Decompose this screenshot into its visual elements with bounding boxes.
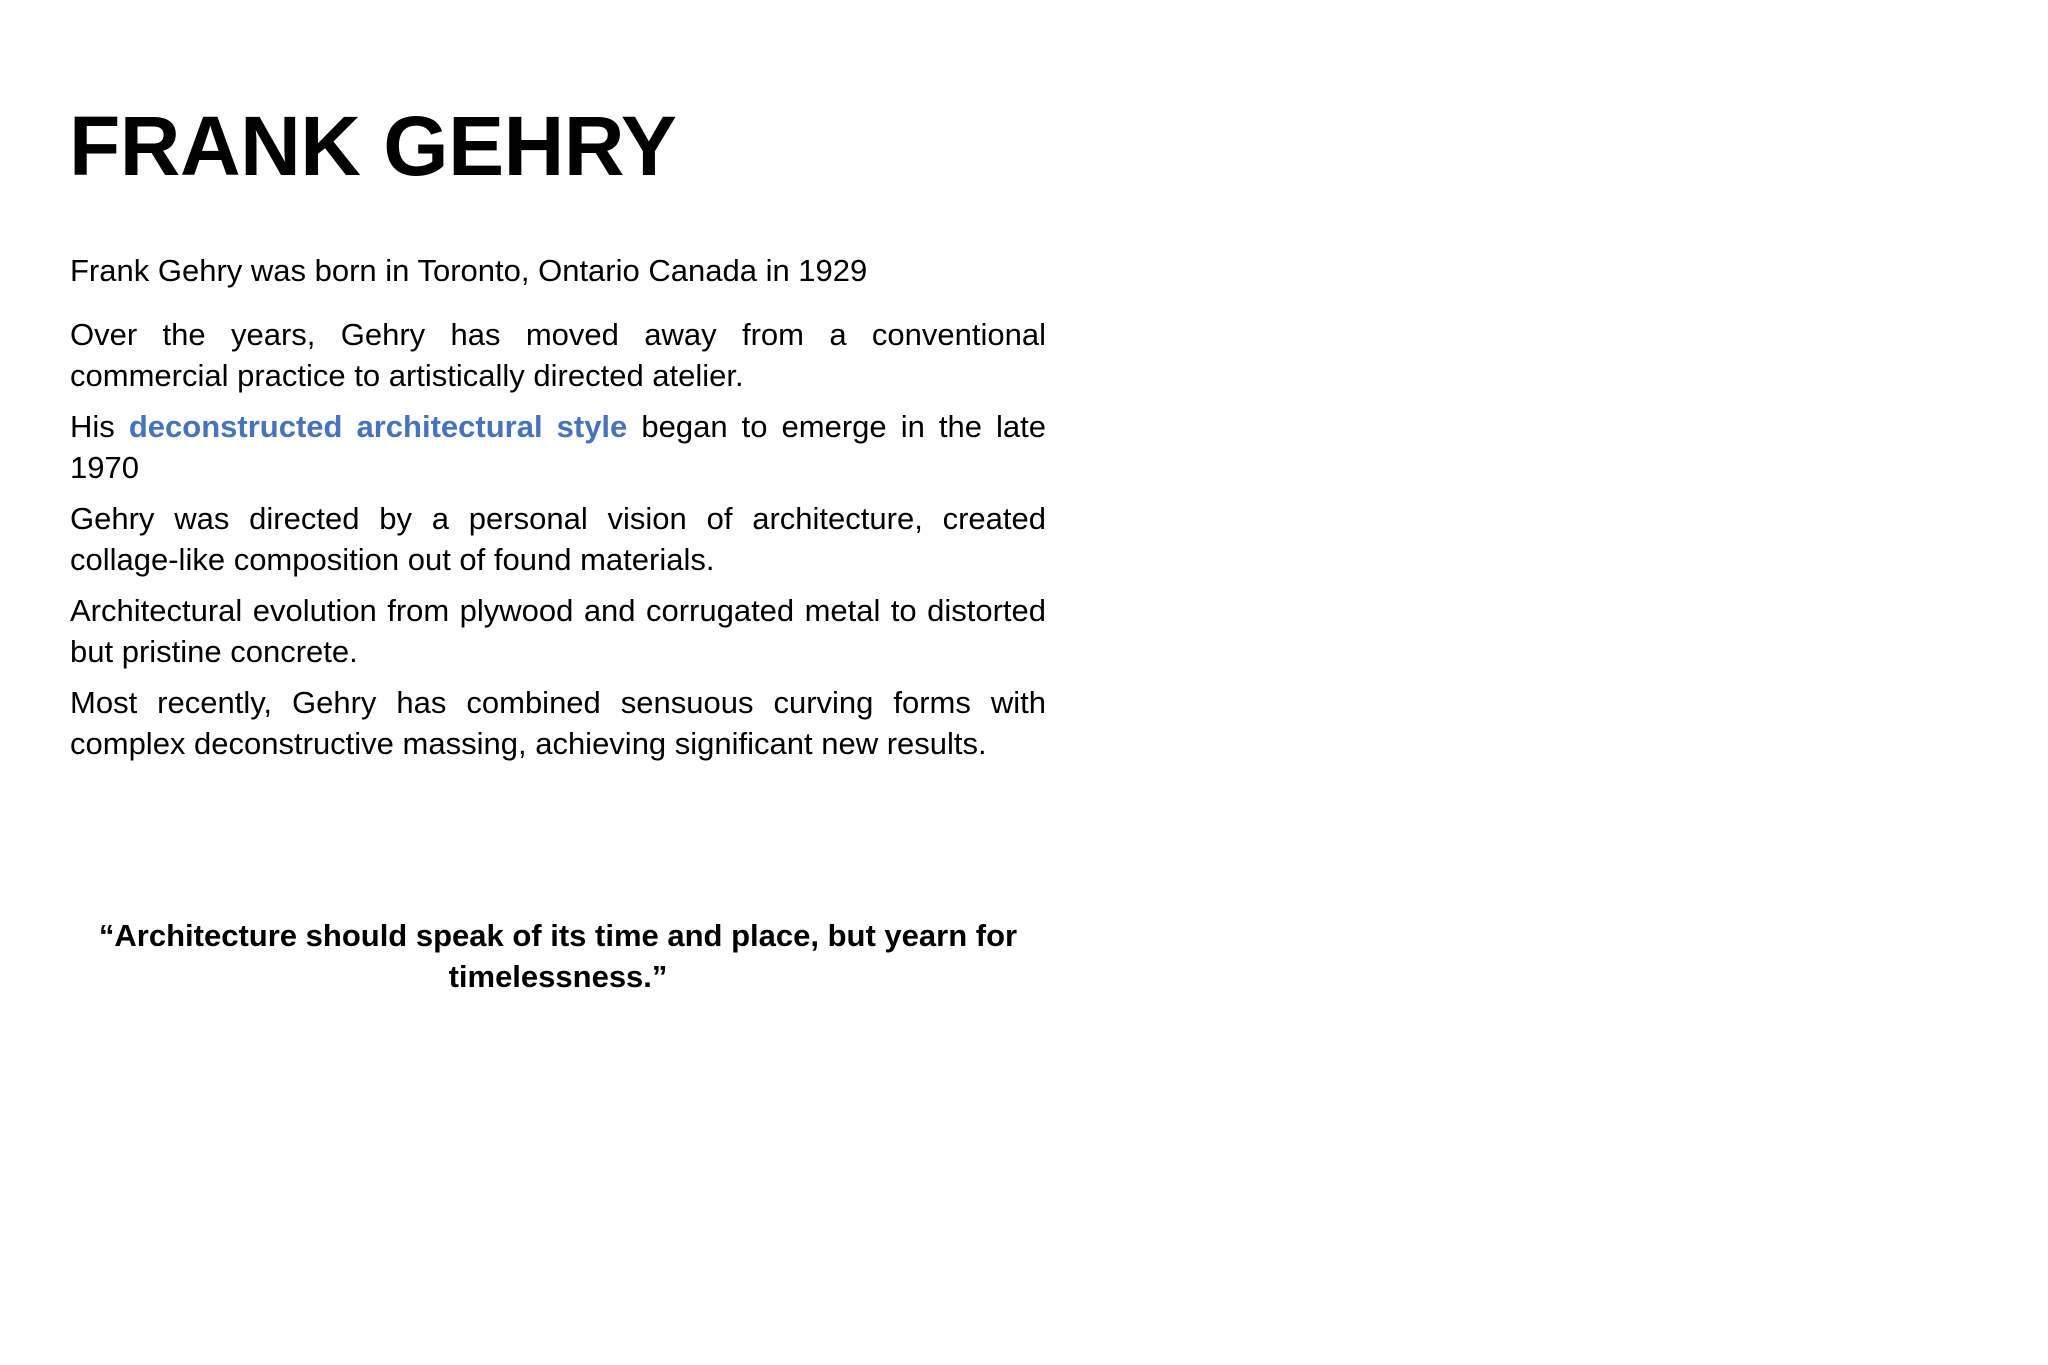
paragraph-practice: Over the years, Gehry has moved away from a conventional commercial practice to artistically directed atelier.	[70, 317, 1046, 393]
paragraph-birth: Frank Gehry was born in Toronto, Ontario Canada in 1929	[70, 253, 868, 288]
quote: “Architecture should speak of its time and place, but yearn for timelessness.”	[98, 918, 1018, 994]
paragraph-style	[70, 406, 1046, 488]
paragraph-style-lead: His	[70, 409, 129, 444]
paragraph-style-tail: began to emerge in the late 1970	[70, 409, 1047, 485]
page-title: FRANK GEHRY	[69, 99, 677, 193]
body-text	[70, 250, 1046, 774]
paragraph-recent: Most recently, Gehry has combined sensuous curving forms with complex deconstructive massing, achieving significant new results.	[70, 685, 1046, 761]
paragraph-vision: Gehry was directed by a personal vision of architecture, created collage-like composition out of found materials.	[70, 501, 1046, 577]
deconstructed-style-link[interactable]: deconstructed architectural style	[128, 409, 628, 444]
paragraph-evolution: Architectural evolution from plywood and corrugated metal to distorted but pristine concrete.	[70, 593, 1046, 669]
